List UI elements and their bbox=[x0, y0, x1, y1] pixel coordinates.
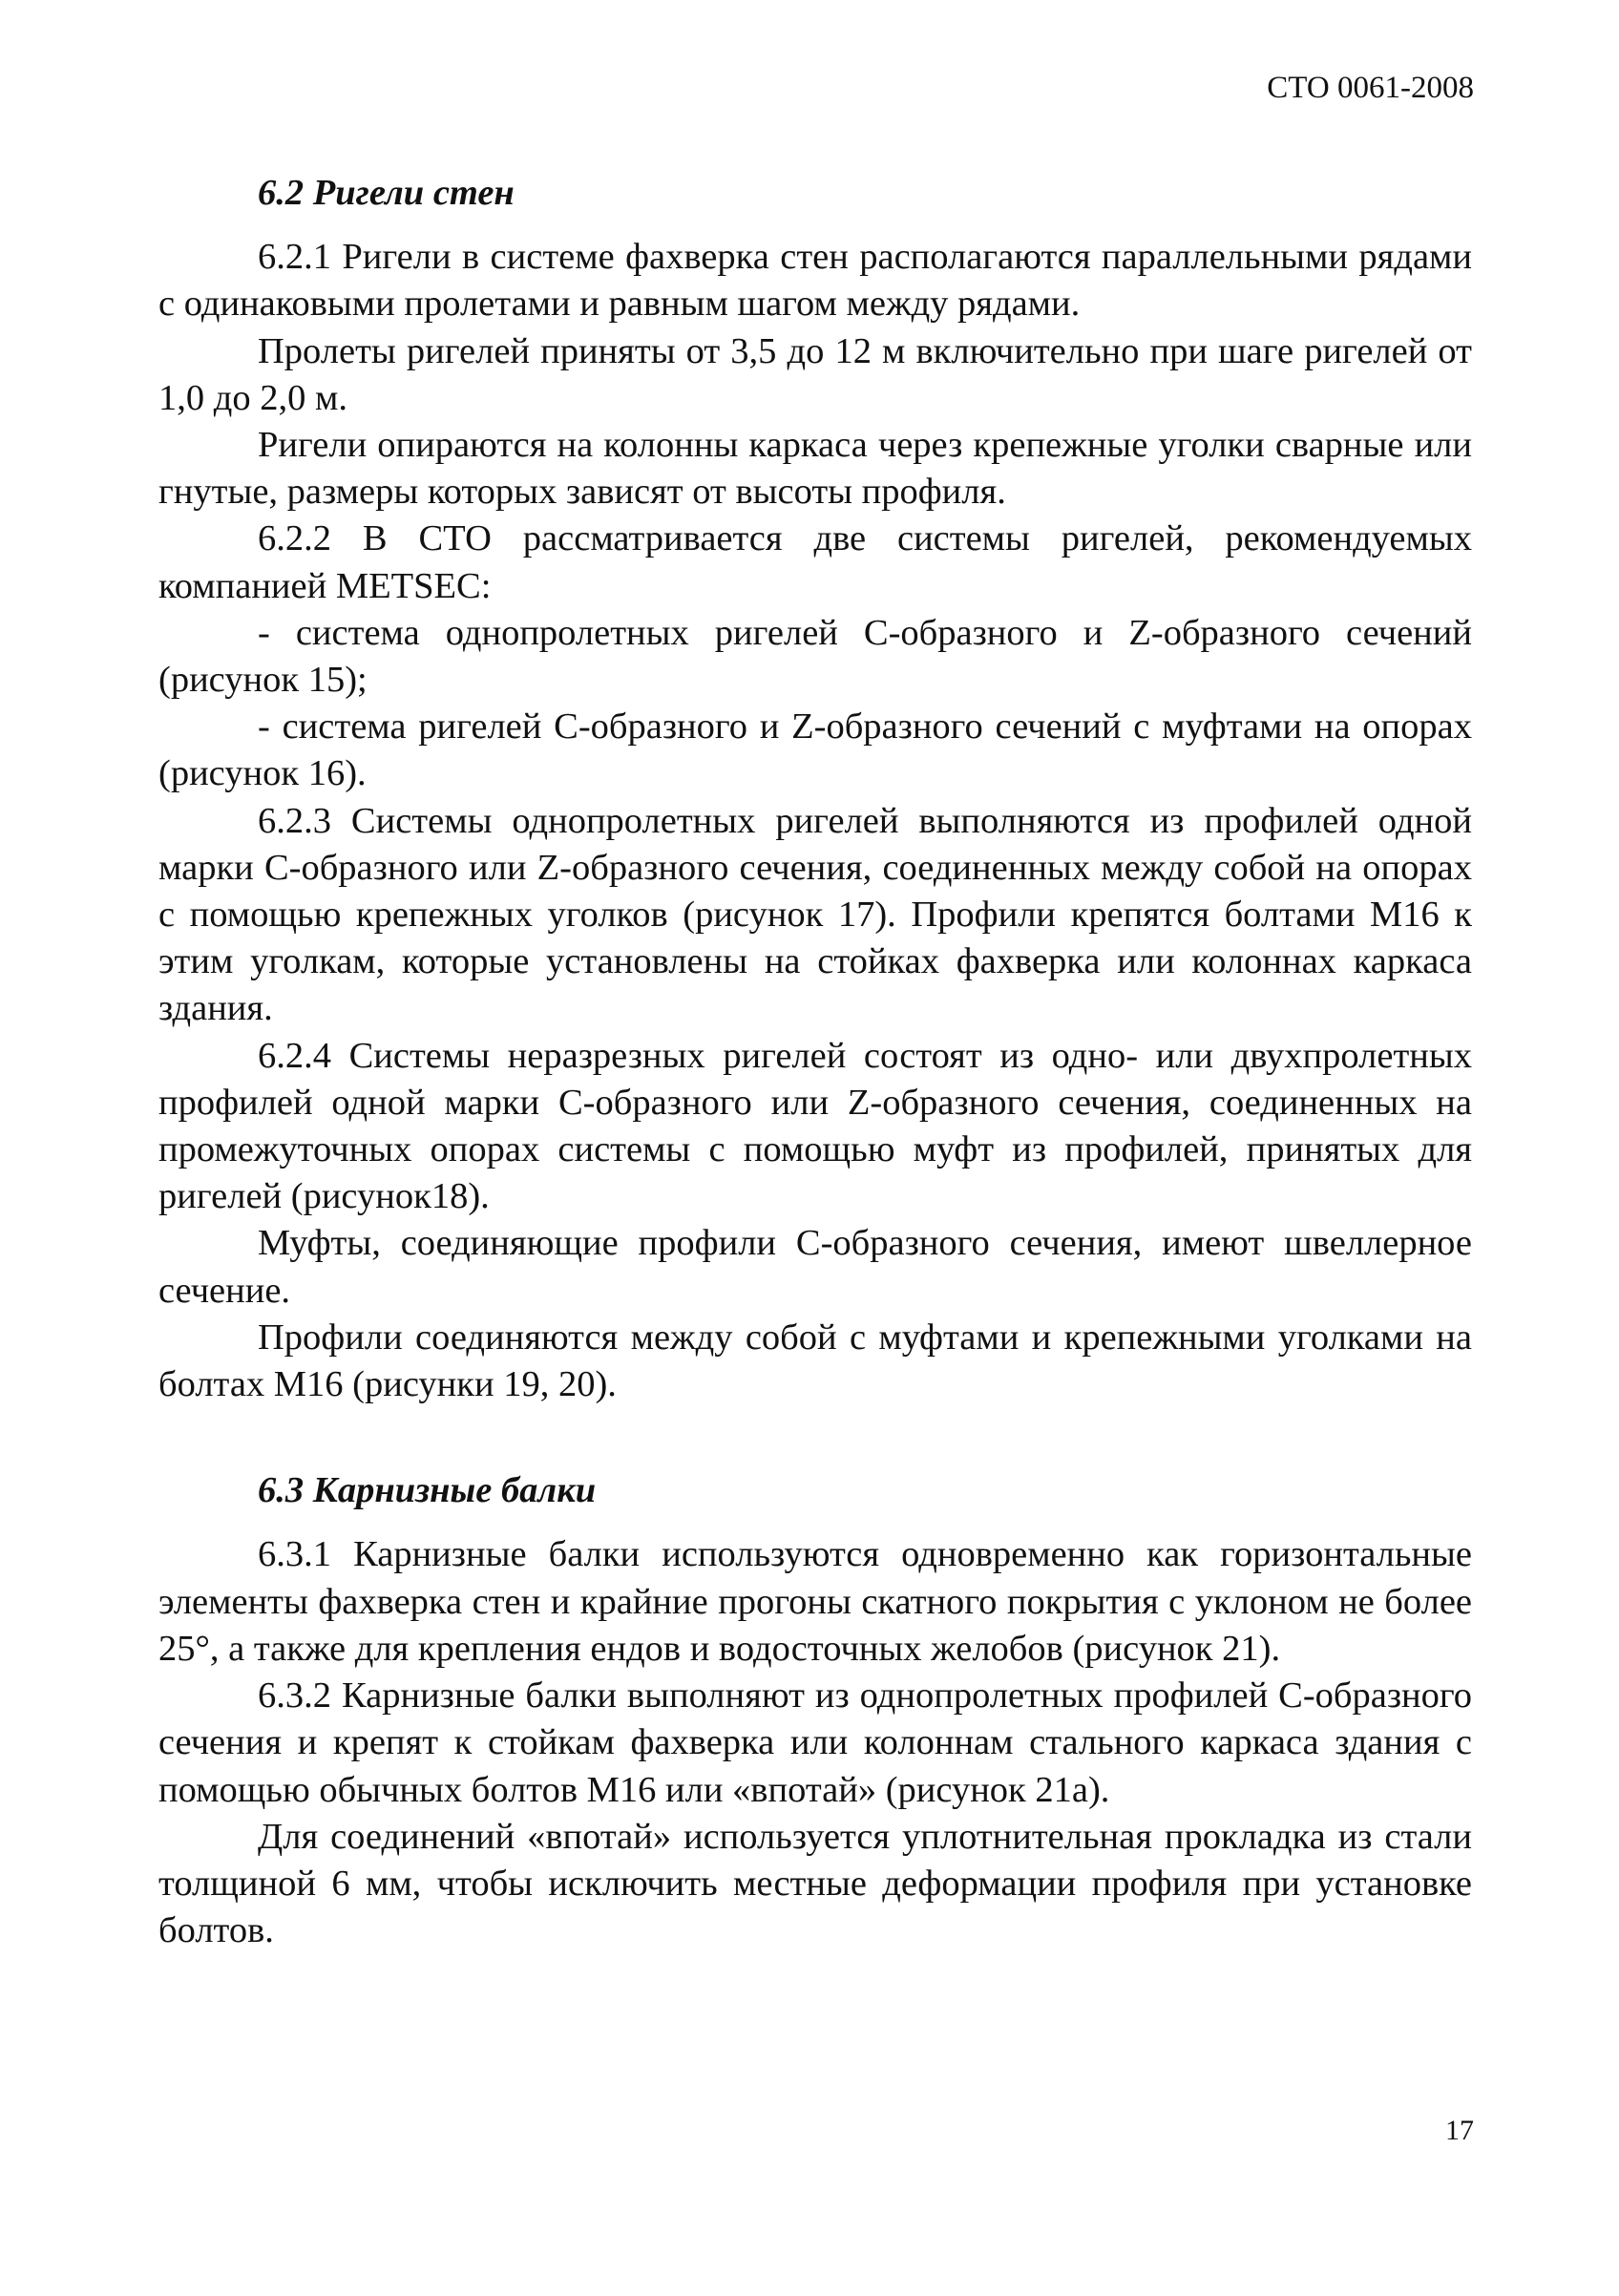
paragraph-sleeves: Муфты, соединяющие профили С-образного сечения, имеют швеллерное сечение. bbox=[158, 1223, 1472, 1311]
section-heading-6-3: 6.3 Карнизные балки bbox=[258, 1470, 597, 1511]
paragraph-flush-joints: Для соединений «впотай» используется уплотнительная прокладка из стали толщиной 6 мм, чтобы исключить местные деформации профиля при установке болтов. bbox=[158, 1816, 1472, 1951]
paragraph-6-2-4: 6.2.4 Системы неразрезных ригелей состоят из одно- или двухпролетных профилей одной марки С-образного или Z-образного сечения, соединенных на промежуточных опорах системы с помощью муфт из профилей, принятых для ригелей (рисунок18). bbox=[158, 1035, 1472, 1217]
paragraph-6-3-2: 6.3.2 Карнизные балки выполняют из однопролетных профилей С-образного сечения и крепят к стойкам фахверка или колоннам стального каркаса здания с помощью обычных болтов М16 или «впотай» (рисунок 21а). bbox=[158, 1675, 1472, 1810]
section-heading-6-2: 6.2 Ригели стен bbox=[258, 173, 515, 213]
paragraph-6-2-3: 6.2.3 Системы однопролетных ригелей выполняются из профилей одной марки С-образного или Z-образного сечения, соединенных между собой на опорах с помощью крепежных уголков (рисунок 17). Профили крепятся болтами М16 к этим уголкам, которые установлены на стойках фахверка или колоннах каркаса здания. bbox=[158, 800, 1472, 1029]
page-content bbox=[158, 170, 1472, 1954]
list-item-sleeved: - система ригелей С-образного и Z-образного сечений с муфтами на опорах (рисунок 16). bbox=[158, 706, 1472, 794]
paragraph-spans: Пролеты ригелей приняты от 3,5 до 12 м включительно при шаге ригелей от 1,0 до 2,0 м. bbox=[158, 330, 1472, 418]
paragraph-supports: Ригели опираются на колонны каркаса через крепежные уголки сварные или гнутые, размеры которых зависят от высоты профиля. bbox=[158, 425, 1472, 513]
list-item-single-span: - система однопролетных ригелей С-образного и Z-образного сечений (рисунок 15); bbox=[158, 612, 1472, 701]
paragraph-6-2-2: 6.2.2 В СТО рассматривается две системы ригелей, рекомендуемых компанией METSEC: bbox=[158, 518, 1472, 606]
paragraph-bolts: Профили соединяются между собой с муфтами и крепежными уголками на болтах М16 (рисунки 19, 20). bbox=[158, 1317, 1472, 1405]
document-code: СТО 0061-2008 bbox=[1267, 71, 1474, 105]
paragraph-6-3-1: 6.3.1 Карнизные балки используются одновременно как горизонтальные элементы фахверка стен и крайние прогоны скатного покрытия с уклоном не более 25°, а также для крепления ендов и водосточных желобов (рисунок 21). bbox=[158, 1534, 1472, 1669]
page-number: 17 bbox=[1445, 2115, 1474, 2146]
paragraph-6-2-1: 6.2.1 Ригели в системе фахверка стен располагаются параллельными рядами с одинаковыми пролетами и равным шагом между рядами. bbox=[158, 237, 1472, 325]
